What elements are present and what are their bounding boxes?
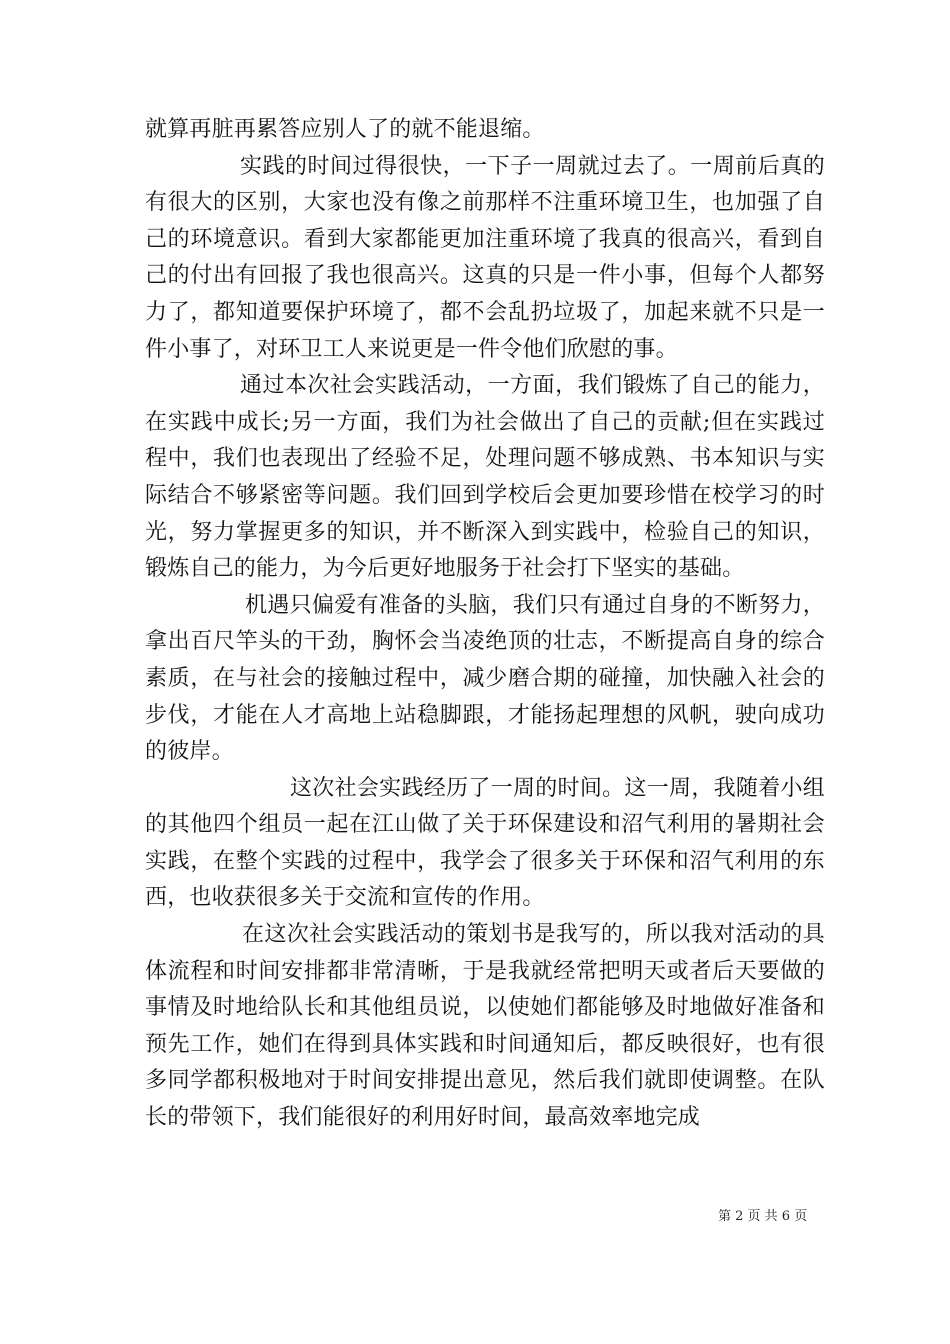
paragraph-3: 通过本次社会实践活动，一方面，我们锻炼了自己的能力，在实践中成长;另一方面，我们为社会做出了自己的贡献;但在实践过程中，我们也表现出了经验不足，处理问题不够成熟、书本知识与实际结合不够紧密等问题。我们回到学校后会更加要珍惜在校学习的时光，努力掌握更多的知识，并不断深入到实践中，检验自己的知识，锻炼自己的能力，为今后更好地服务于社会打下坚实的基础。 [145,373,825,582]
paragraph-5: 这次社会实践经历了一周的时间。这一周，我随着小组的其他四个组员一起在江山做了关于环保建设和沼气利用的暑期社会实践，在整个实践的过程中，我学会了很多关于环保和沼气利用的东西，也收获很多关于交流和宣传的作用。 [145,775,825,911]
paragraph-4: 机遇只偏爱有准备的头脑，我们只有通过自身的不断努力，拿出百尺竿头的干劲，胸怀会当凌绝顶的壮志，不断提高自身的综合素质，在与社会的接触过程中，减少磨合期的碰撞，加快融入社会的步伐，才能在人才高地上站稳脚跟，才能扬起理想的风帆，驶向成功的彼岸。 [145,592,825,765]
paragraph-2: 实践的时间过得很快，一下子一周就过去了。一周前后真的有很大的区别，大家也没有像之前那样不注重环境卫生，也加强了自己的环境意识。看到大家都能更加注重环境了我真的很高兴，看到自己的付出有回报了我也很高兴。这真的只是一件小事，但每个人都努力了，都知道要保护环境了，都不会乱扔垃圾了，加起来就不只是一件小事了，对环卫工人来说更是一件令他们欣慰的事。 [145,153,825,362]
paragraph-1: 就算再脏再累答应别人了的就不能退缩。 [145,117,545,142]
page-number: 第 2 页 共 6 页 [718,1209,808,1224]
paragraph-6: 在这次社会实践活动的策划书是我写的，所以我对活动的具体流程和时间安排都非常清晰，于是我就经常把明天或者后天要做的事情及时地给队长和其他组员说，以使她们都能够及时地做好准备和预先工作，她们在得到具体实践和时间通知后，都反映很好，也有很多同学都积极地对于时间安排提出意见，然后我们就即使调整。在队长的带领下，我们能很好的利用好时间，最高效率地完成 [145,922,825,1131]
document-body [145,112,825,1137]
